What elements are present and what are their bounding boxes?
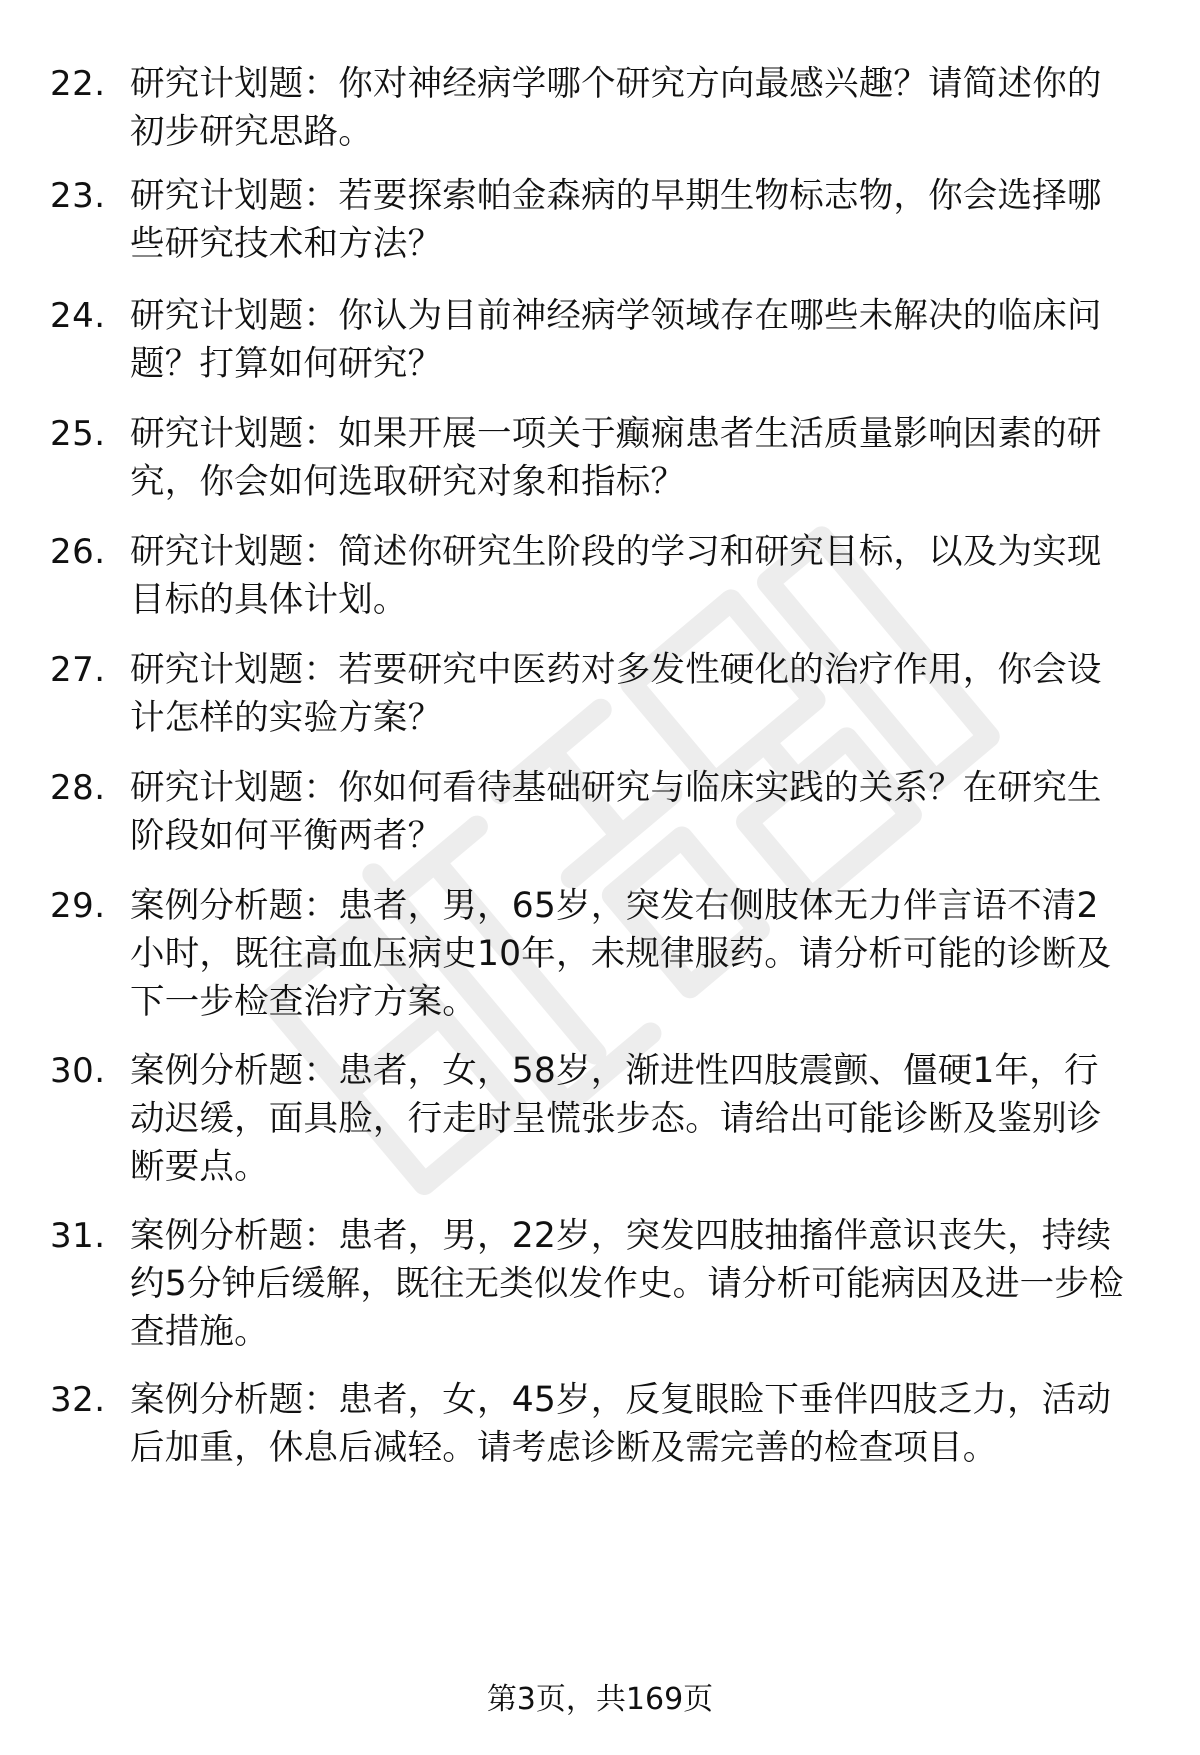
question-line: 查措施。 — [130, 1312, 269, 1352]
question-number: 27. — [50, 650, 106, 690]
question-line: 究，你会如何选取研究对象和指标？ — [130, 462, 686, 502]
page-indicator: 第3页，共169页 — [486, 1682, 714, 1717]
question-text — [130, 1376, 1152, 1472]
question-line: 约5分钟后缓解，既往无类似发作史。请分析可能病因及进一步检 — [130, 1264, 1124, 1304]
question-text — [130, 1212, 1152, 1356]
question-text — [130, 646, 1152, 742]
question-line: 案例分析题：患者，女，45岁，反复眼睑下垂伴四肢乏力，活动 — [130, 1380, 1112, 1420]
question-line: 题？打算如何研究？ — [130, 344, 443, 384]
question-line: 研究计划题：若要研究中医药对多发性硬化的治疗作用，你会设 — [130, 650, 1102, 690]
question-number: 31. — [50, 1216, 106, 1256]
question-text — [130, 764, 1152, 860]
question-text — [130, 528, 1152, 624]
question-line: 后加重，休息后减轻。请考虑诊断及需完善的检查项目。 — [130, 1428, 998, 1468]
question-number: 29. — [50, 886, 106, 926]
question-line: 动迟缓，面具脸，行走时呈慌张步态。请给出可能诊断及鉴别诊 — [130, 1099, 1102, 1139]
question-line: 计怎样的实验方案？ — [130, 698, 443, 738]
question-line: 些研究技术和方法？ — [130, 224, 443, 264]
question-text — [130, 410, 1152, 506]
question-text — [130, 882, 1152, 1026]
question-line: 研究计划题：若要探索帕金森病的早期生物标志物，你会选择哪 — [130, 176, 1102, 216]
question-number: 23. — [50, 176, 106, 216]
question-line: 案例分析题：患者，女，58岁，渐进性四肢震颤、僵硬1年，行 — [130, 1051, 1099, 1091]
question-number: 24. — [50, 296, 106, 336]
question-text — [130, 1047, 1152, 1191]
question-line: 断要点。 — [130, 1147, 269, 1187]
question-number: 32. — [50, 1380, 106, 1420]
question-line: 阶段如何平衡两者？ — [130, 816, 443, 856]
question-line: 研究计划题：你如何看待基础研究与临床实践的关系？在研究生 — [130, 768, 1102, 808]
question-line: 初步研究思路。 — [130, 112, 373, 152]
question-line: 目标的具体计划。 — [130, 580, 408, 620]
question-line: 研究计划题：你对神经病学哪个研究方向最感兴趣？请简述你的 — [130, 64, 1102, 104]
question-line: 研究计划题：你认为目前神经病学领域存在哪些未解决的临床问 — [130, 296, 1102, 336]
question-line: 下一步检查治疗方案。 — [130, 982, 477, 1022]
question-number: 26. — [50, 532, 106, 572]
question-line: 小时，既往高血压病史10年，未规律服药。请分析可能的诊断及 — [130, 934, 1112, 974]
question-number: 30. — [50, 1051, 106, 1091]
question-text — [130, 292, 1152, 388]
question-line: 研究计划题：简述你研究生阶段的学习和研究目标，以及为实现 — [130, 532, 1102, 572]
question-number: 22. — [50, 64, 106, 104]
question-line: 研究计划题：如果开展一项关于癫痫患者生活质量影响因素的研 — [130, 414, 1102, 454]
question-text — [130, 172, 1152, 268]
question-text — [130, 60, 1152, 156]
question-number: 28. — [50, 768, 106, 808]
question-line: 案例分析题：患者，男，22岁，突发四肢抽搐伴意识丧失，持续 — [130, 1216, 1112, 1256]
question-number: 25. — [50, 414, 106, 454]
question-line: 案例分析题：患者，男，65岁，突发右侧肢体无力伴言语不清2 — [130, 886, 1099, 926]
